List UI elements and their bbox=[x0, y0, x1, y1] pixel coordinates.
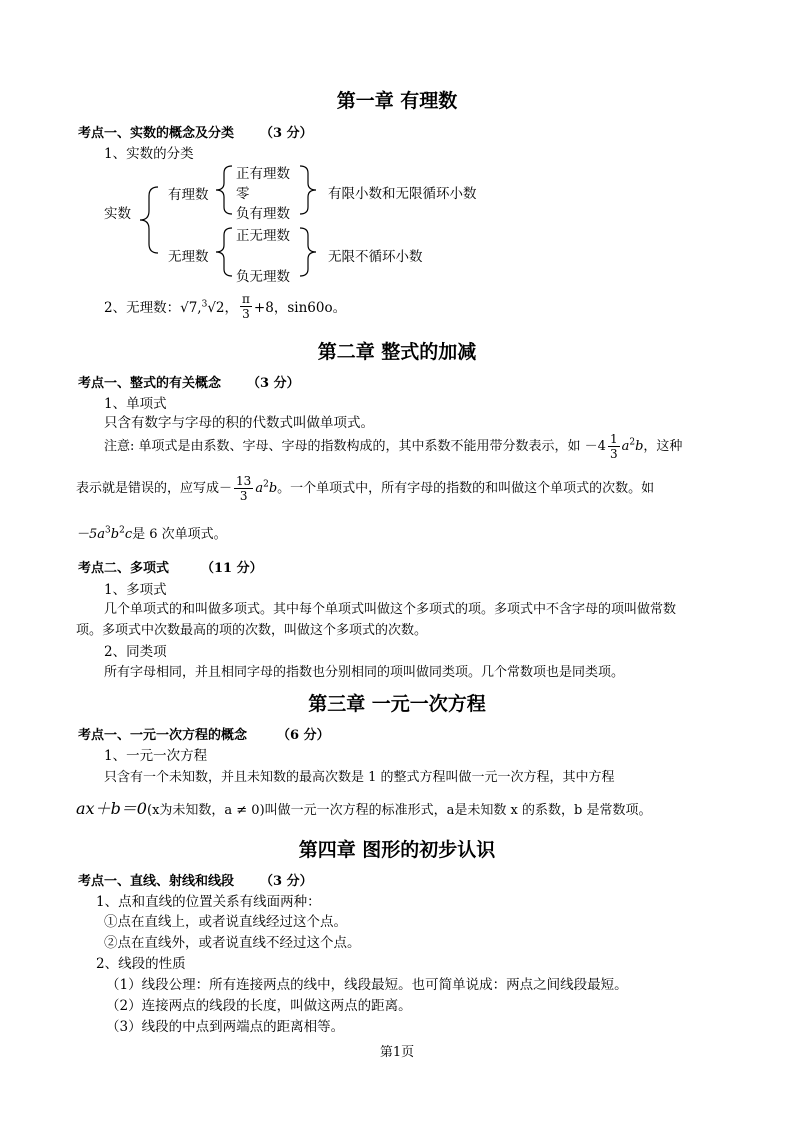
tree-irrational: 无理数 bbox=[168, 249, 209, 265]
kaodian-label: 考点二、多项式 bbox=[78, 561, 170, 576]
section-4-2: 2、线段的性质 bbox=[96, 956, 186, 972]
kaodian-score: （3 分） bbox=[247, 376, 300, 391]
note-line-2 bbox=[76, 474, 654, 503]
frac-den: 3 bbox=[609, 447, 618, 461]
ex-exp: 2 bbox=[629, 437, 636, 448]
irrational-examples bbox=[104, 292, 347, 321]
note-text: 注意: 单项式是由系数、字母、字母的指数构成的，其中系数不能用带分数表示，如 bbox=[104, 439, 581, 454]
section-4-1: 1、点和直线的位置关系有线面两种： bbox=[96, 894, 321, 910]
def-monomial: 只含有数字与字母的积的代数式叫做单项式。 bbox=[104, 415, 374, 431]
section-1-1: 1、实数的分类 bbox=[104, 146, 194, 162]
ex-var: a bbox=[255, 481, 264, 496]
irrational-label: 2、无理数： bbox=[104, 300, 181, 316]
ex-var: a bbox=[621, 439, 630, 454]
point-off-line: ②点在直线外，或者说直线不经过这个点。 bbox=[104, 935, 361, 951]
ex3-tail: 是 6 次单项式。 bbox=[132, 527, 227, 542]
segment-axiom: （1）线段公理：所有连接两点的线中，线段最短。也可简单说成：两点之间线段最短。 bbox=[106, 977, 628, 993]
kaodian-score: （3 分） bbox=[260, 126, 313, 141]
section-2-1: 1、单项式 bbox=[104, 396, 167, 412]
note-line-1 bbox=[104, 432, 682, 461]
brace-irrational-icon bbox=[208, 225, 238, 281]
frac-num: 1 bbox=[609, 432, 618, 446]
separator: ， bbox=[224, 300, 239, 316]
page-number: 第1页 bbox=[379, 1045, 415, 1060]
tree-zero: 零 bbox=[236, 186, 250, 202]
ex3-b: b bbox=[110, 527, 120, 542]
ex3-e2: 2 bbox=[119, 525, 125, 536]
frac-den: 3 bbox=[239, 489, 248, 503]
standard-form: ax＋b＝0 bbox=[76, 799, 147, 818]
frac-num: 13 bbox=[236, 474, 252, 488]
ex3-a: －5a bbox=[76, 527, 106, 542]
plus8-sin: +8，sin60 bbox=[253, 300, 325, 316]
tree-irrational-desc: 无限不循环小数 bbox=[328, 249, 423, 265]
note-tail: 。一个单项式中，所有字母的指数的和叫做这个单项式的次数。如 bbox=[277, 481, 655, 496]
comma: , bbox=[197, 300, 202, 316]
kaodian-label: 考点一、整式的有关概念 bbox=[78, 376, 222, 391]
chapter-1-title: 第一章 有理数 bbox=[336, 90, 458, 112]
note-tail: ，这种 bbox=[643, 439, 683, 454]
brace-rational-right-icon bbox=[296, 163, 326, 219]
section-2-3: 2、同类项 bbox=[104, 644, 167, 660]
cbrt-index: 3 bbox=[201, 299, 208, 310]
ex-sign: － bbox=[219, 481, 233, 496]
point-on-line: ①点在直线上，或者说直线经过这个点。 bbox=[104, 914, 347, 930]
ex-frac bbox=[234, 474, 253, 503]
brace-real-icon bbox=[134, 184, 164, 264]
kaodian-score: （11 分） bbox=[201, 561, 263, 576]
tree-rational: 有理数 bbox=[168, 187, 209, 203]
polynomial-p1: 几个单项式的和叫做多项式。其中每个单项式叫做这个多项式的项。多项式中不含字母的项叫做常数 bbox=[104, 602, 677, 617]
segment-midpoint: （3）线段的中点到两端点的距离相等。 bbox=[106, 1019, 345, 1035]
kaodian-label: 考点一、直线、射线和线段 bbox=[78, 874, 235, 889]
tree-pos-rational: 正有理数 bbox=[236, 166, 290, 182]
segment-distance: （2）连接两点的线段的长度，叫做这两点的距离。 bbox=[106, 998, 412, 1014]
brace-irrational-right-icon bbox=[296, 225, 326, 281]
note-line-3 bbox=[76, 523, 227, 542]
tree-neg-rational: 负有理数 bbox=[236, 206, 290, 222]
frac-num: π bbox=[242, 292, 250, 306]
ex3-e1: 3 bbox=[105, 525, 111, 536]
tree-neg-irrational: 负无理数 bbox=[236, 269, 290, 285]
chapter-3-title: 第三章 一元一次方程 bbox=[308, 693, 486, 715]
mixed-number bbox=[585, 432, 644, 461]
tree-root: 实数 bbox=[104, 206, 131, 222]
ex-b: b bbox=[268, 481, 278, 496]
kaodian-label: 考点一、一元一次方程的概念 bbox=[78, 728, 248, 743]
kaodian-2-1 bbox=[78, 372, 300, 391]
tree-rational-desc: 有限小数和无限循环小数 bbox=[328, 186, 477, 202]
kaodian-3-1 bbox=[78, 724, 330, 743]
kaodian-1-1 bbox=[78, 122, 313, 141]
equation-p1: 只含有一个未知数，并且未知数的最高次数是 1 的整式方程叫做一元一次方程，其中方程 bbox=[104, 770, 615, 785]
degree: o。 bbox=[324, 300, 347, 316]
cbrt2: √2 bbox=[207, 300, 225, 316]
improper-fraction bbox=[219, 474, 277, 503]
frac-den: 3 bbox=[242, 307, 250, 321]
chapter-4-title: 第四章 图形的初步认识 bbox=[298, 839, 496, 861]
note-text: 表示就是错误的，应写成 bbox=[76, 481, 220, 496]
equation-p2 bbox=[76, 796, 651, 819]
kaodian-4-1 bbox=[78, 870, 313, 889]
ex-exp: 2 bbox=[263, 479, 269, 490]
like-terms: 所有字母相同，并且相同字母的指数也分别相同的项叫做同类项。几个常数项也是同类项。 bbox=[104, 665, 625, 680]
ex3-c: c bbox=[124, 527, 133, 542]
kaodian-score: （3 分） bbox=[260, 874, 313, 889]
section-3-1: 1、一元一次方程 bbox=[104, 748, 208, 764]
kaodian-2-2 bbox=[78, 557, 263, 576]
chapter-2-title: 第二章 整式的加减 bbox=[317, 341, 477, 363]
sqrt7: √7 bbox=[180, 300, 198, 316]
equation-desc: (x为未知数，a ≠ 0)叫做一元一次方程的标准形式，a是未知数 x 的系数，b 是常数项。 bbox=[147, 803, 652, 818]
polynomial-p2: 项。多项式中次数最高的项的次数，叫做这个多项式的次数。 bbox=[76, 623, 428, 638]
ex-frac bbox=[608, 432, 620, 461]
ex-b: b bbox=[635, 439, 644, 454]
kaodian-score: （6 分） bbox=[277, 728, 330, 743]
ex-lead: －4 bbox=[584, 439, 606, 454]
kaodian-label: 考点一、实数的概念及分类 bbox=[78, 126, 235, 141]
pi-over-3 bbox=[240, 292, 252, 321]
brace-rational-icon bbox=[208, 163, 238, 219]
tree-pos-irrational: 正无理数 bbox=[236, 228, 290, 244]
section-2-2: 1、多项式 bbox=[104, 582, 167, 598]
